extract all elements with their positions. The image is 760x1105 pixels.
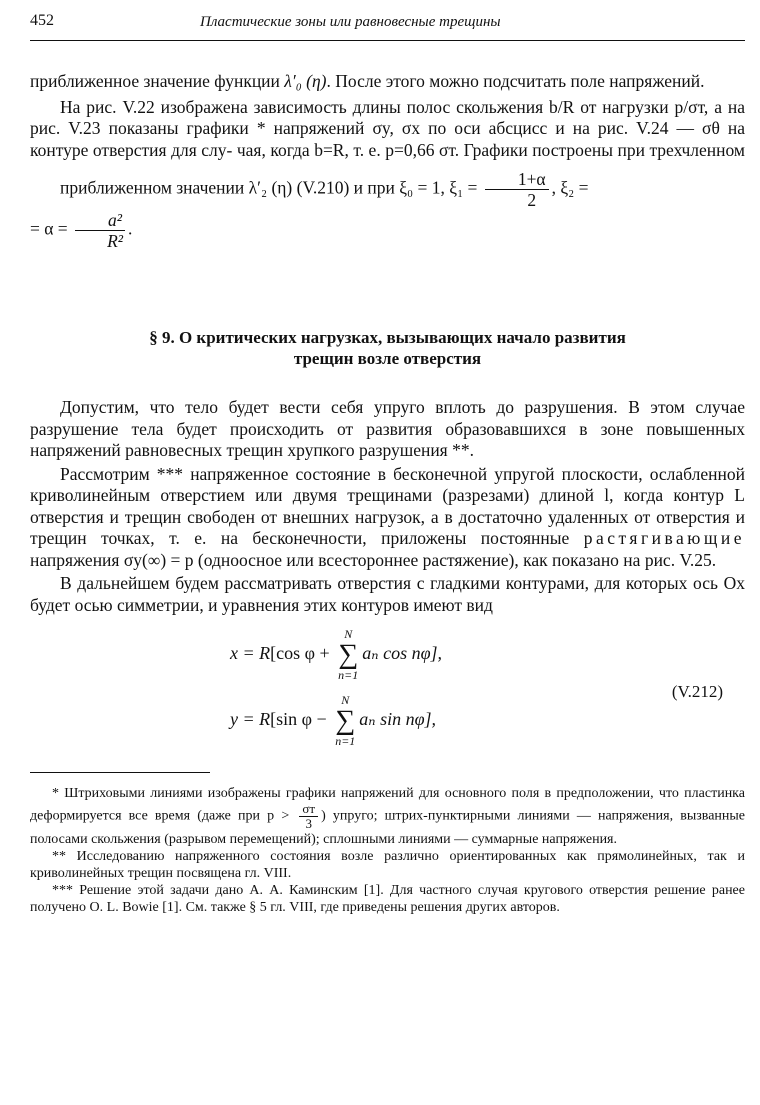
book-page [30,10,745,916]
equation-v212 [30,622,745,762]
page-number: 452 [30,12,54,29]
intro-paragraph-1: приближенное значение функции λ′₀ (η). После этого можно подсчитать поле напряжений. [30,71,705,91]
intro-paragraph-2: На рис. V.22 изображена зависимость длины полос скольжения b/R от нагрузки p/σт, а на рис. V.23 показаны графики * напряжений σy, σx по оси абсцисс и на рис. V.24 — σθ на контуре отверстия для слу- чая, когда b=R, т. е. p=0,66 σт. Графики построены при трехчленном приближенном значении λ′₂ (η) (V.210) и при ξ₀ = 1, ξ₁ = $\frac{1+\alpha}{2}$ , ξ₂ = = α = $\frac{\text{a²}}{\text{R²}}$ . [30,96,746,251]
footnote-1: * Штриховыми линиями изображены графики напряжений для основного поля в предположении, что пластинка деформируется все время (даже при p > $\frac{\sigma т}{3}$ ) упруго; штрих-пунктирными линиями — напряжения, вызванные полосами скольжения (разрывом перемещений); сплошными линиями — суммарные напряжения. [30,786,746,847]
page-header [30,10,745,41]
section-heading: § 9. О критических нагрузках, вызывающих начало развития трещин возле отверстия [149,328,626,368]
fraction-sigma-over-3: $\frac{\sigma т}{3}$ [299,802,318,831]
footnote-3: *** Решение этой задачи дано А. А. Каминским [1]. Для частного случая кругового отверстия решение ранее получено O. L. Bowie [1]. См. также § 5 гл. VIII, где приведены решения других авторов. [30,883,745,915]
footnote-2: ** Исследованию напряженного состояния возле различно ориентированных как прямолинейных, так и криволинейных трещин посвящена гл. VIII. [30,849,745,881]
fraction-a2-over-r2: $\frac{\text{a²}}{\text{R²}}$ [75,210,125,251]
body-paragraph-1: Допустим, что тело будет вести себя упруго вплоть до разрушения. В этом случае разрушение тела будет происходить от развития образовавшихся в зоне повышенных напряжений равновесных трещин хрупкого разрушения **. [30,397,745,460]
body-paragraph-2: Рассмотрим *** напряженное состояние в бесконечной упругой плоскости, ослабленной криволинейным отверстием или двумя трещинами (разрезами) длиной l, когда контур L отверстия и трещин свободен от внешних нагрузок, а в достаточно удаленных от отверстия и трещин точках, т. е. на бесконечности, приложены постоянные растягивающие напряжения σy(∞) = p (одноосное или всестороннее растяжение), как показано на рис. V.25. [30,463,745,570]
body-paragraph-3: В дальнейшем будем рассматривать отверстия с гладкими контурами, для которых ось Ox будет осью симметрии, и уравнения этих контуров имеют вид [30,573,745,615]
equation-y: y = R[sin φ − N ∑ n=1 aₙ sin nφ], [230,693,437,748]
equation-x: x = R[cos φ + N ∑ n=1 aₙ cos nφ], [230,627,443,682]
equation-number: (V.212) [671,682,723,701]
sum-symbol: N ∑ n=1 [335,693,356,748]
fraction-one-plus-alpha: $\frac{1+\alpha}{2}$ [485,169,549,210]
spaced-emphasis: растягивающие [583,528,745,548]
formula-line: приближенном значении λ′₂ (η) (V.210) и при ξ₀ = 1, ξ₁ = $\frac{1+\alpha}{2}$ , ξ₂ = [60,169,589,210]
footnote-rule [30,772,210,773]
running-head: Пластические зоны или равновесные трещины [200,14,501,30]
sum-symbol: N ∑ n=1 [338,627,359,682]
